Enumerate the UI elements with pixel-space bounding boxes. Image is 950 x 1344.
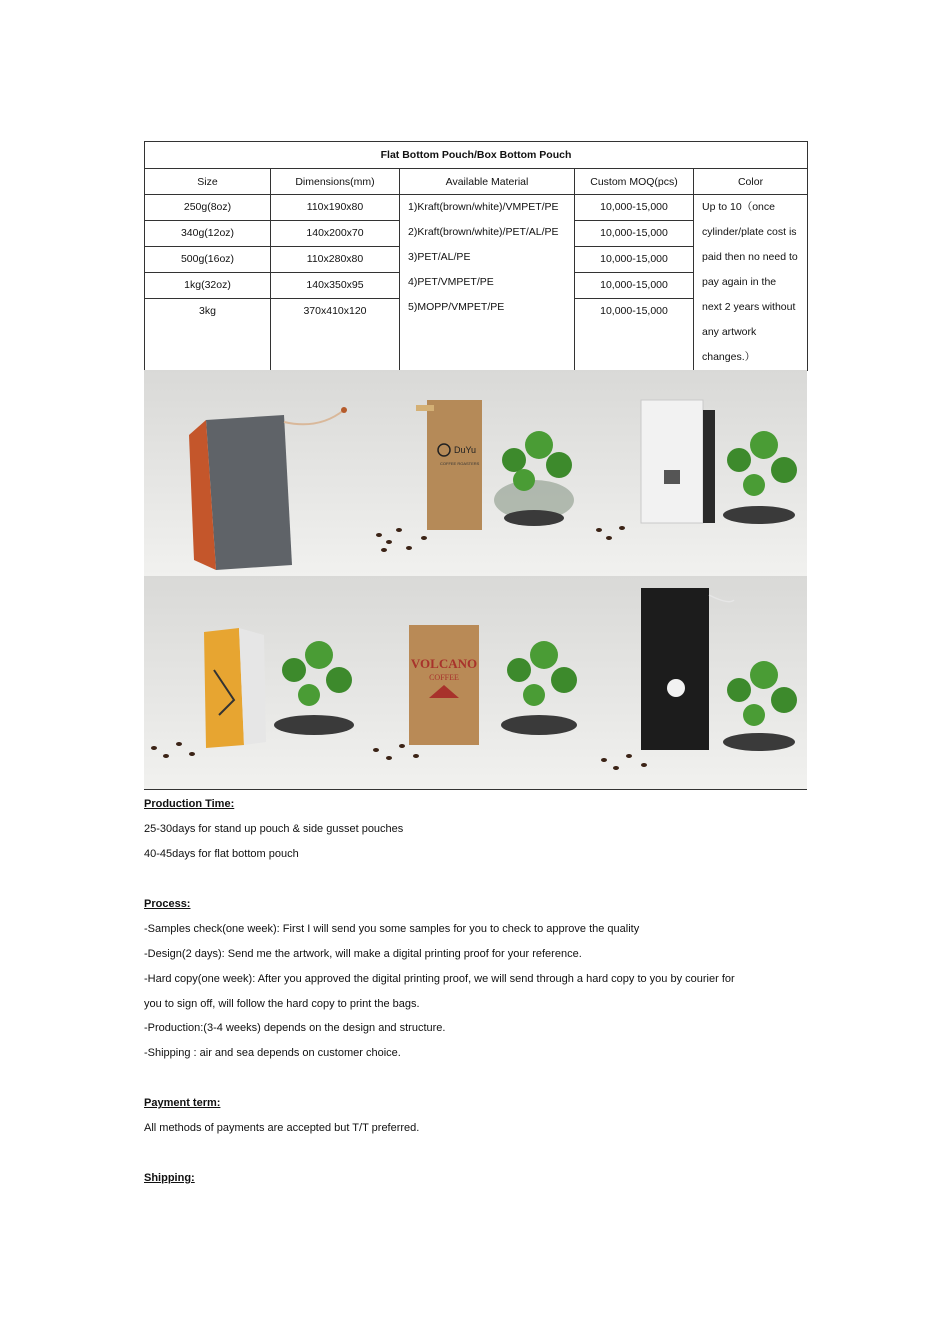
product-photos xyxy=(144,370,807,789)
kraft-bag-sub: COFFEE ROASTERS xyxy=(440,461,480,466)
material-list xyxy=(400,195,575,371)
table-title: Flat Bottom Pouch/Box Bottom Pouch xyxy=(145,142,808,169)
dimensions-cell: 110x280x80 xyxy=(271,247,400,273)
material-item: 5)MOPP/VMPET/PE xyxy=(408,301,505,313)
process-line: -Samples check(one week): First I will send you some samples for you to check to approve the quality xyxy=(144,923,640,935)
size-cell: 250g(8oz) xyxy=(145,195,271,221)
color-line: cylinder/plate cost is xyxy=(702,226,797,238)
color-note xyxy=(694,195,808,371)
spec-table xyxy=(144,141,808,371)
production-heading: Production Time: xyxy=(144,798,235,810)
product-photo-grid xyxy=(144,370,807,790)
material-item: 1)Kraft(brown/white)/VMPET/PE xyxy=(408,201,559,213)
table-header-row xyxy=(145,169,808,195)
process-line: you to sign off, will follow the hard copy to print the bags. xyxy=(144,998,420,1010)
material-item: 4)PET/VMPET/PE xyxy=(408,276,494,288)
color-line: changes.） xyxy=(702,351,756,363)
moq-cell: 10,000-15,000 xyxy=(575,299,694,371)
process-line: -Shipping : air and sea depends on customer choice. xyxy=(144,1047,401,1059)
header-color: Color xyxy=(694,169,808,195)
size-cell: 340g(12oz) xyxy=(145,221,271,247)
color-line: any artwork xyxy=(702,326,757,338)
moq-cell: 10,000-15,000 xyxy=(575,247,694,273)
shipping-heading: Shipping: xyxy=(144,1172,195,1184)
process-line: -Design(2 days): Send me the artwork, will make a digital printing proof for your reference. xyxy=(144,948,582,960)
header-size: Size xyxy=(145,169,271,195)
material-item: 2)Kraft(brown/white)/PET/AL/PE xyxy=(408,226,559,238)
moq-cell: 10,000-15,000 xyxy=(575,273,694,299)
moq-cell: 10,000-15,000 xyxy=(575,221,694,247)
volcano-sub: COFFEE xyxy=(429,673,459,682)
table-row xyxy=(145,195,808,221)
size-cell: 3kg xyxy=(145,299,271,371)
moq-cell: 10,000-15,000 xyxy=(575,195,694,221)
dimensions-cell: 110x190x80 xyxy=(271,195,400,221)
production-line-2: 40-45days for flat bottom pouch xyxy=(144,848,299,860)
color-line: pay again in the xyxy=(702,276,777,288)
size-cell: 1kg(32oz) xyxy=(145,273,271,299)
material-item: 3)PET/AL/PE xyxy=(408,251,471,263)
header-moq: Custom MOQ(pcs) xyxy=(575,169,694,195)
process-line: -Hard copy(one week): After you approved the digital printing proof, we will send through a hard copy to you by courier for xyxy=(144,973,735,985)
production-line-1: 25-30days for stand up pouch & side gusset pouches xyxy=(144,823,404,835)
payment-line: All methods of payments are accepted but T/T preferred. xyxy=(144,1122,420,1134)
dimensions-cell: 140x350x95 xyxy=(271,273,400,299)
color-line: Up to 10（once xyxy=(702,201,775,213)
size-cell: 500g(16oz) xyxy=(145,247,271,273)
volcano-title: VOLCANO xyxy=(410,656,478,671)
header-dimensions: Dimensions(mm) xyxy=(271,169,400,195)
color-line: next 2 years without xyxy=(702,301,796,313)
dimensions-cell: 370x410x120 xyxy=(271,299,400,371)
color-line: paid then no need to xyxy=(702,251,798,263)
header-material: Available Material xyxy=(400,169,575,195)
kraft-bag-brand: DuYu xyxy=(454,445,477,455)
payment-heading: Payment term: xyxy=(144,1097,221,1109)
process-line: -Production:(3-4 weeks) depends on the design and structure. xyxy=(144,1022,446,1034)
process-heading: Process: xyxy=(144,898,191,910)
dimensions-cell: 140x200x70 xyxy=(271,221,400,247)
